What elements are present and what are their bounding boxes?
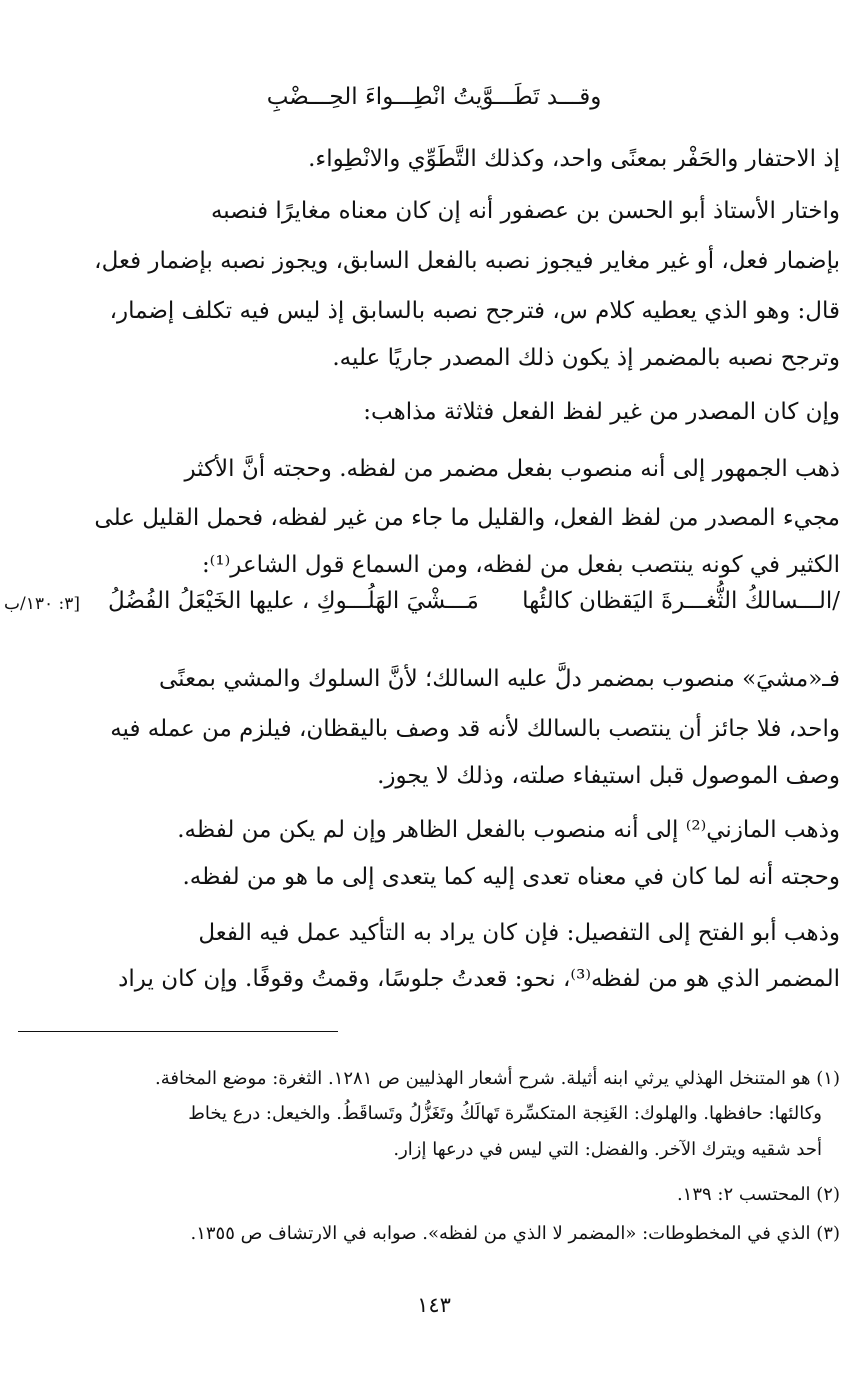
footnote-separator	[18, 1031, 338, 1032]
paragraph-line: مجيء المصدر من لفظ الفعل، والقليل ما جاء من غير لفظه، فحمل القليل على	[94, 505, 840, 531]
verse-hemistich-second: مَـــشْيَ الهَلُـــوكِ ، عليها الخَيْعَلُ الفُضُلُ	[108, 588, 479, 614]
verse-line: وقـــد تَطَـــوَّيتُ انْطِـــواءَ الحِـــضْبِ	[266, 84, 602, 110]
paragraph-line: واحد، فلا جائز أن ينتصب بالسالك لأنه قد وصف باليقظان، فيلزم من عمله فيه	[110, 716, 840, 742]
paragraph-line: وإن كان المصدر من غير لفظ الفعل فثلاثة مذاهب:	[363, 399, 840, 425]
paragraph-line: بإضمار فعل، أو غير مغاير فيجوز نصبه بالفعل السابق، ويجوز نصبه بإضمار فعل،	[94, 248, 840, 274]
verse-hemistich-first: /الـــسالكُ الثُّغـــرةَ اليَقظان كالئُها	[522, 588, 840, 614]
paragraph-line: وذهب أبو الفتح إلى التفصيل: فإن كان يراد به التأكيد عمل فيه الفعل	[198, 920, 840, 946]
manuscript-folio-note: [٣: ١٣٠/ب	[4, 594, 81, 614]
footnote-line: وكالئها: حافظها. والهلوك: الغَنِجة المتكسِّرة تَهالَكُ وتَغَزُّلُ وتَساقَطُ. والخيعل: درع يخاط	[188, 1103, 822, 1124]
paragraph-line: واختار الأستاذ أبو الحسن بن عصفور أنه إن كان معناه مغايرًا فنصبه	[210, 198, 840, 224]
paragraph-line: وصف الموصول قبل استيفاء صلته، وذلك لا يجوز.	[377, 763, 840, 789]
paragraph-line: ذهب الجمهور إلى أنه منصوب بفعل مضمر من لفظه. وحجته أنَّ الأكثر	[184, 456, 840, 482]
paragraph-line: المضمر الذي هو من لفظه⁽³⁾، نحو: قعدتُ جلوسًا، وقمتُ وقوفًا. وإن كان يراد	[118, 966, 840, 992]
paragraph-line: وذهب المازني⁽²⁾ إلى أنه منصوب بالفعل الظاهر وإن لم يكن من لفظه.	[177, 817, 840, 843]
paragraph-line: وحجته أنه لما كان في معناه تعدى إليه كما يتعدى إلى ما هو من لفظه.	[182, 864, 840, 890]
paragraph-line: قال: وهو الذي يعطيه كلام س، فترجح نصبه بالسابق إذ ليس فيه تكلف إضمار،	[109, 298, 840, 324]
footnote-line: (٢) المحتسب ٢: ١٣٩.	[676, 1184, 840, 1205]
paragraph-line: الكثير في كونه ينتصب بفعل من لفظه، ومن السماع قول الشاعر⁽¹⁾:	[201, 552, 840, 578]
paragraph-line: وترجح نصبه بالمضمر إذ يكون ذلك المصدر جاريًا عليه.	[332, 345, 840, 371]
footnote-line: أحد شقيه ويترك الآخر. والفضل: التي ليس في درعها إزار.	[393, 1139, 822, 1160]
footnote-line: (٣) الذي في المخطوطات: «المضمر لا الذي من لفظه». صوابه في الارتشاف ص ١٣٥٥.	[190, 1223, 840, 1244]
paragraph-line: إذ الاحتفار والحَفْر بمعنًى واحد، وكذلك التَّطَوِّي والانْطِواء.	[308, 146, 840, 172]
page-number: ١٤٣	[417, 1293, 451, 1317]
paragraph-line: فـ«مشيَ» منصوب بمضمر دلَّ عليه السالك؛ لأنَّ السلوك والمشي بمعنًى	[158, 666, 840, 692]
footnote-line: (١) هو المتنخل الهذلي يرثي ابنه أثيلة. شرح أشعار الهذليين ص ١٢٨١. الثغرة: موضع المخافة.	[155, 1068, 840, 1089]
